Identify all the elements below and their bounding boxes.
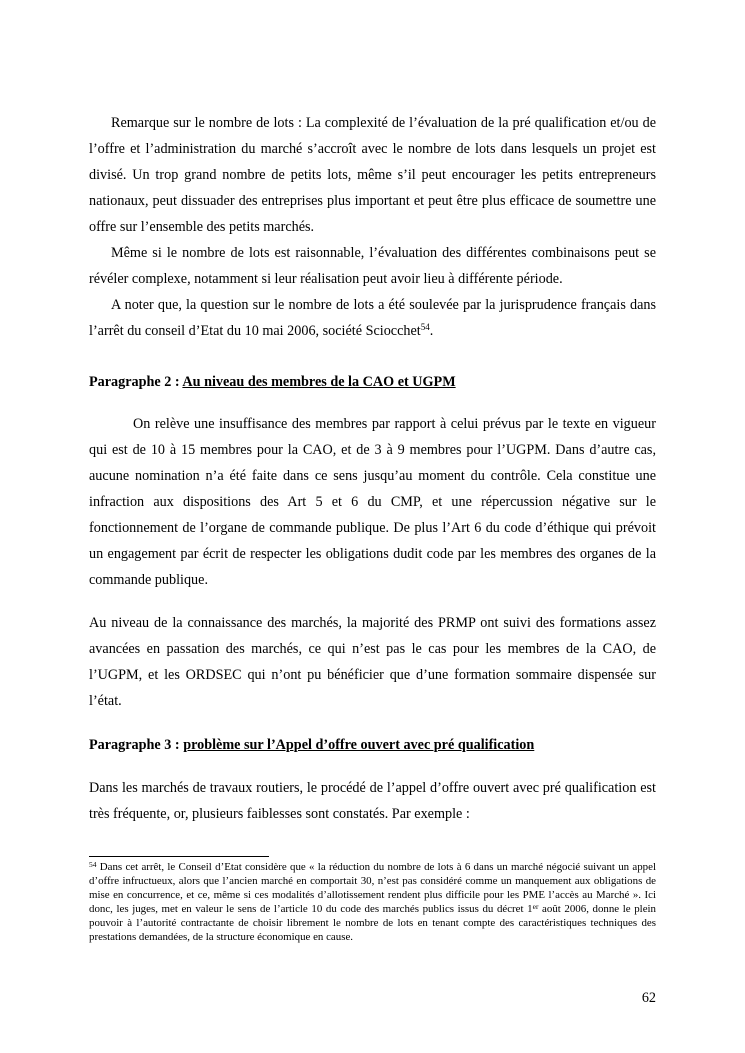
- footnote-54: [89, 861, 656, 944]
- body-block-4: [89, 775, 656, 827]
- jurisprudence-end: .: [429, 323, 434, 339]
- paragraph-lots-remark: Remarque sur le nombre de lots : La complexité de l’évaluation de la pré qualification et/ou de l’offre et l’administration du marché s’accroît avec le nombre de lots dans lesquels un projet est divisé. Un trop grand nombre de petits lots, même s’il peut encourager les petits entrepreneurs nationaux, peut dissuader des entreprises plus important et peut être plus efficace de soumettre une offre sur l’ensemble des petits marchés.: [89, 115, 656, 235]
- footnote-reference: 54: [420, 322, 430, 332]
- paragraph-members-insufficiency: On relève une insuffisance des membres par rapport à celui prévus par le texte en vigueur qui est de 10 à 15 membres pour la CAO, et de 3 à 9 membres pour l’UGPM. Dans d’autre cas, aucune nomination n’a été faite dans ce sens jusqu’au moment du contrôle. Cela constitue une infraction aux dispositions des Art 5 et 6 du CMP, et une répercussion négative sur le fonctionnement de l’organe de commande publique. De plus l’Art 6 du code d’éthique qui prévoit un engagement par écrit de respecter les obligations dudit code par les membres des organes de la commande publique.: [89, 416, 656, 588]
- heading-2-title: Au niveau des membres de la CAO et UGPM: [182, 374, 456, 390]
- footnote-separator: [89, 856, 269, 857]
- page-number: 62: [641, 990, 656, 1006]
- footnote-number: 54: [89, 860, 97, 869]
- heading-3-title: problème sur l’Appel d’offre ouvert avec pré qualification: [183, 737, 535, 753]
- body-block-3: [89, 610, 656, 714]
- body-block-2: [89, 411, 656, 593]
- heading-3-prefix: Paragraphe 3 :: [89, 737, 184, 753]
- jurisprudence-text: A noter que, la question sur le nombre de lots a été soulevée par la jurisprudence français dans l’arrêt du conseil d’Etat du 10 mai 2006, société Sciocchet: [89, 297, 656, 339]
- heading-paragraphe-2: [89, 369, 656, 395]
- body-block-1: [89, 110, 656, 344]
- footnote-text-a: Dans cet arrêt, le Conseil d’Etat considère que « la réduction du nombre de lots à 6 dans un marché négocié suivant un appel d’offre infructueux, alors que l’ancien marché en comportait 30, n’est pas considéré comme un manquement aux obligations de mise en concurrence, et ce, même si ces modalités d’allotissement rendent plus difficile pour les PME l’accès au Marché ». Ici donc, les juges, met en valeur le sens de l’article 10 du code des marchés publics issus du décret 1: [89, 861, 656, 915]
- paragraph-road-works: Dans les marchés de travaux routiers, le procédé de l’appel d’offre ouvert avec pré qualification est très fréquente, or, plusieurs faiblesses sont constatés. Par exemple :: [89, 780, 656, 822]
- paragraph-training-knowledge: Au niveau de la connaissance des marchés, la majorité des PRMP ont suivi des formations assez avancées en passation des marchés, ce qui n’est pas le cas pour les membres de la CAO, de l’UGPM, et les ORDSEC qui n’ont pu bénéficier que d’une formation sommaire dispensée sur l’état.: [89, 615, 656, 709]
- footnote-text-b: août 2006, donne le plein pouvoir à l’autorité contractante de choisir librement le nombre de lots en tenant compte des caractéristiques techniques des prestations demandées, de la structure économique en cause.: [89, 902, 656, 943]
- paragraph-lots-combinations: Même si le nombre de lots est raisonnable, l’évaluation des différentes combinaisons peut se révéler complexe, notamment si leur réalisation peut avoir lieu à différente période.: [89, 245, 656, 287]
- paragraph-jurisprudence: [89, 292, 656, 344]
- heading-2-prefix: Paragraphe 2 :: [89, 374, 183, 390]
- heading-paragraphe-3: [89, 732, 656, 758]
- footnote-ordinal-sup: er: [532, 901, 539, 911]
